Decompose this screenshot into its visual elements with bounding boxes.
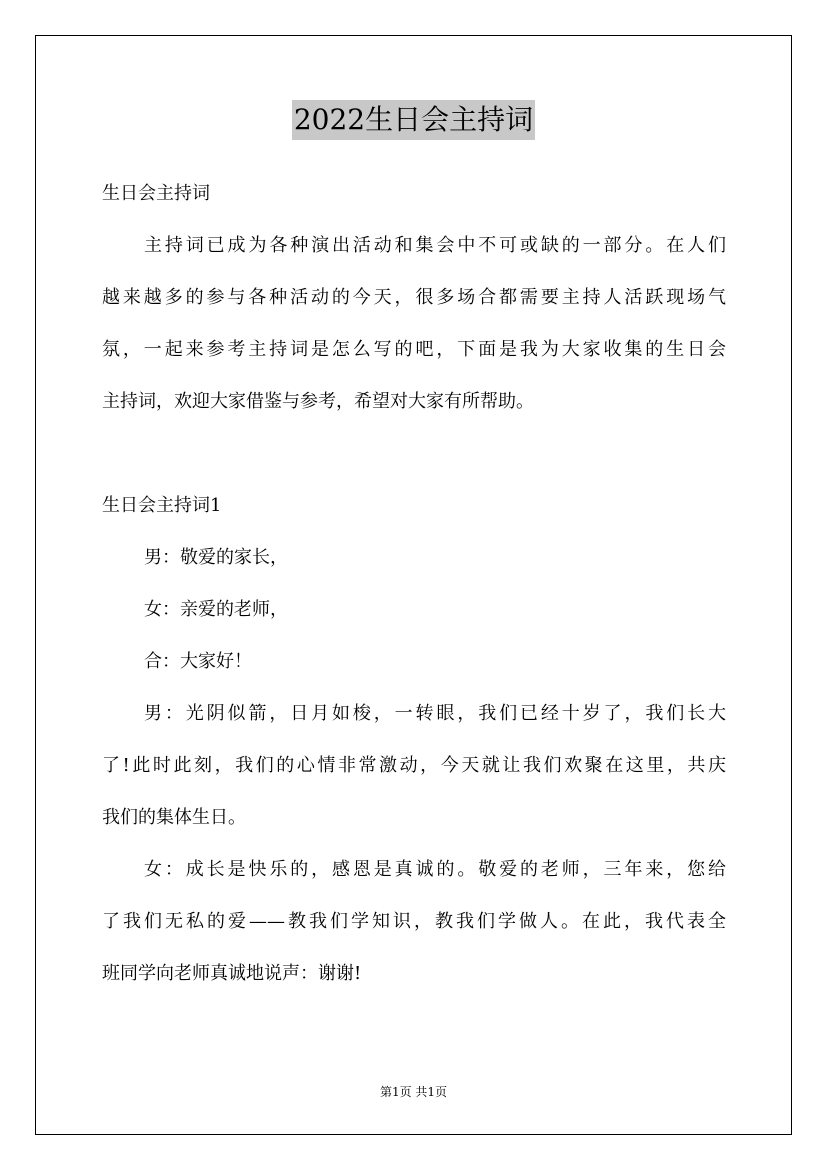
title-container [0,100,827,140]
heading: 生日会主持词 [102,183,210,204]
dialogue-male-2-line-1: 男：光阴似箭，日月如梭，一转眼，我们已经十岁了，我们长大 [144,703,726,724]
dialogue-male-1: 男：敬爱的家长， [144,547,288,568]
document-body [102,168,726,1000]
dialogue-female-2-line-1: 女：成长是快乐的，感恩是真诚的。敬爱的老师，三年来，您给 [144,859,726,880]
page-footer: 第1页 共1页 [379,1085,448,1099]
dialogue-female-2-line-2: 了我们无私的爱——教我们学知识，教我们学做人。在此，我代表全 [102,911,726,932]
dialogue-together: 合：大家好！ [144,651,252,672]
dialogue-female-1: 女：亲爱的老师， [144,599,288,620]
document-title: 2022生日会主持词 [292,100,535,140]
intro-line-1: 主持词已成为各种演出活动和集会中不可或缺的一部分。在人们 [144,235,726,256]
dialogue-male-2-line-2: 了!此时此刻，我们的心情非常激动，今天就让我们欢聚在这里，共庆 [102,755,726,776]
section-heading: 生日会主持词1 [102,495,222,516]
spacer [102,428,726,480]
intro-line-2: 越来越多的参与各种活动的今天，很多场合都需要主持人活跃现场气 [102,287,726,308]
intro-line-3: 氛，一起来参考主持词是怎么写的吧，下面是我为大家收集的生日会 [102,339,726,360]
dialogue-male-2-line-3: 我们的集体生日。 [102,807,246,828]
dialogue-female-2-line-3: 班同学向老师真诚地说声：谢谢! [102,963,362,984]
intro-line-4: 主持词，欢迎大家借鉴与参考，希望对大家有所帮助。 [102,391,534,412]
